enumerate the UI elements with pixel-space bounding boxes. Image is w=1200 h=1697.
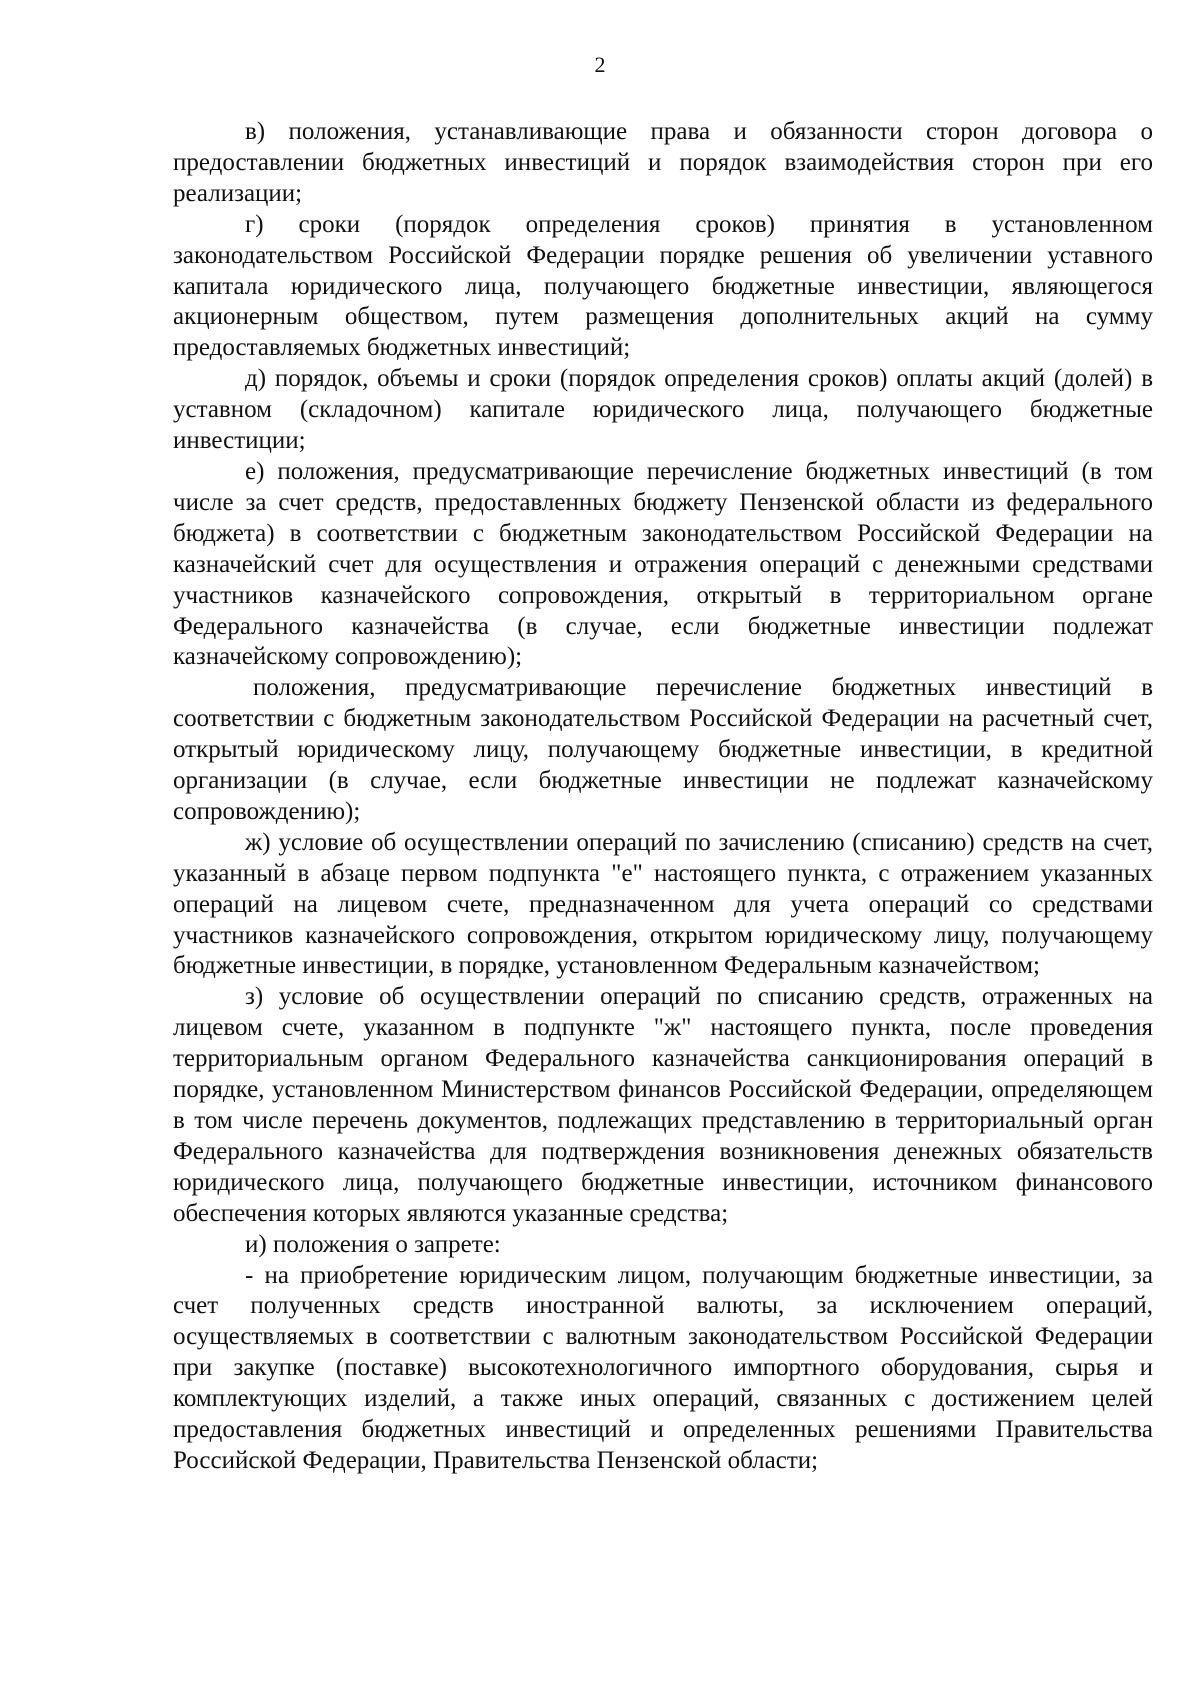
paragraph-zh: ж) условие об осуществлении операций по зачислению (списанию) средств на счет, указанный в абзаце первом подпункта "е" настоящего пункта, с отражением указанных операций на лицевом счете, предназначенном для учета операций со средствами участников казначейского сопровождения, открытом юридическому лицу, получающему бюджетные инвестиции, в порядке, установленном Федеральным казначейством; [173,828,1153,980]
paragraph-e: е) положения, предусматривающие перечисление бюджетных инвестиций (в том числе за счет средств, предоставленных бюджету Пензенской области из федерального бюджета) в соответствии с бюджетным законодательством Российской Федерации на казначейский счет для осуществления и отражения операций с денежными средствами участников казначейского сопровождения, открытый в территориальном органе Федерального казначейства (в случае, если бюджетные инвестиции подлежат казначейскому сопровождению); [173,457,1153,671]
paragraph-i: и) положения о запрете: [245,1230,501,1258]
page-number: 2 [594,52,606,77]
paragraph-v: в) положения, устанавливающие права и обязанности сторон договора о предоставлении бюджетных инвестиций и порядок взаимодействия сторон при его реализации; [173,118,1153,207]
paragraph-d: д) порядок, объемы и сроки (порядок определения сроков) оплаты акций (долей) в уставном (складочном) капитале юридического лица, получающего бюджетные инвестиции; [173,365,1153,455]
document-body [173,117,1153,1477]
paragraph-z: з) условие об осуществлении операций по списанию средств, отраженных на лицевом счете, указанном в подпункте "ж" настоящего пункта, после проведения территориальным органом Федерального казначейства санкционирования операций в порядке, установленном Министерством финансов Российской Федерации, определяющем в том числе перечень документов, подлежащих представлению в территориальный орган Федерального казначейства для подтверждения возникновения денежных обязательств юридического лица, получающего бюджетные инвестиции, источником финансового обеспечения которых являются указанные средства; [173,983,1153,1227]
paragraph-e-second: положения, предусматривающие перечисление бюджетных инвестиций в соответствии с бюджетным законодательством Российской Федерации на расчетный счет, открытый юридическому лицу, получающему бюджетные инвестиции, в кредитной организации (в случае, если бюджетные инвестиции не подлежат казначейскому сопровождению); [173,674,1153,825]
paragraph-i-item-1: - на приобретение юридическим лицом, получающим бюджетные инвестиции, за счет полученных средств иностранной валюты, за исключением операций, осуществляемых в соответствии с валютным законодательством Российской Федерации при закупке (поставке) высокотехнологичного импортного оборудования, сырья и комплектующих изделий, а также иных операций, связанных с достижением целей предоставления бюджетных инвестиций и определенных решениями Правительства Российской Федерации, Правительства Пензенской области; [173,1261,1153,1474]
paragraph-g: г) сроки (порядок определения сроков) принятия в установленном законодательством Российской Федерации порядке решения об увеличении уставного капитала юридического лица, получающего бюджетные инвестиции, являющегося акционерным обществом, путем размещения дополнительных акций на сумму предоставляемых бюджетных инвестиций; [173,210,1153,362]
